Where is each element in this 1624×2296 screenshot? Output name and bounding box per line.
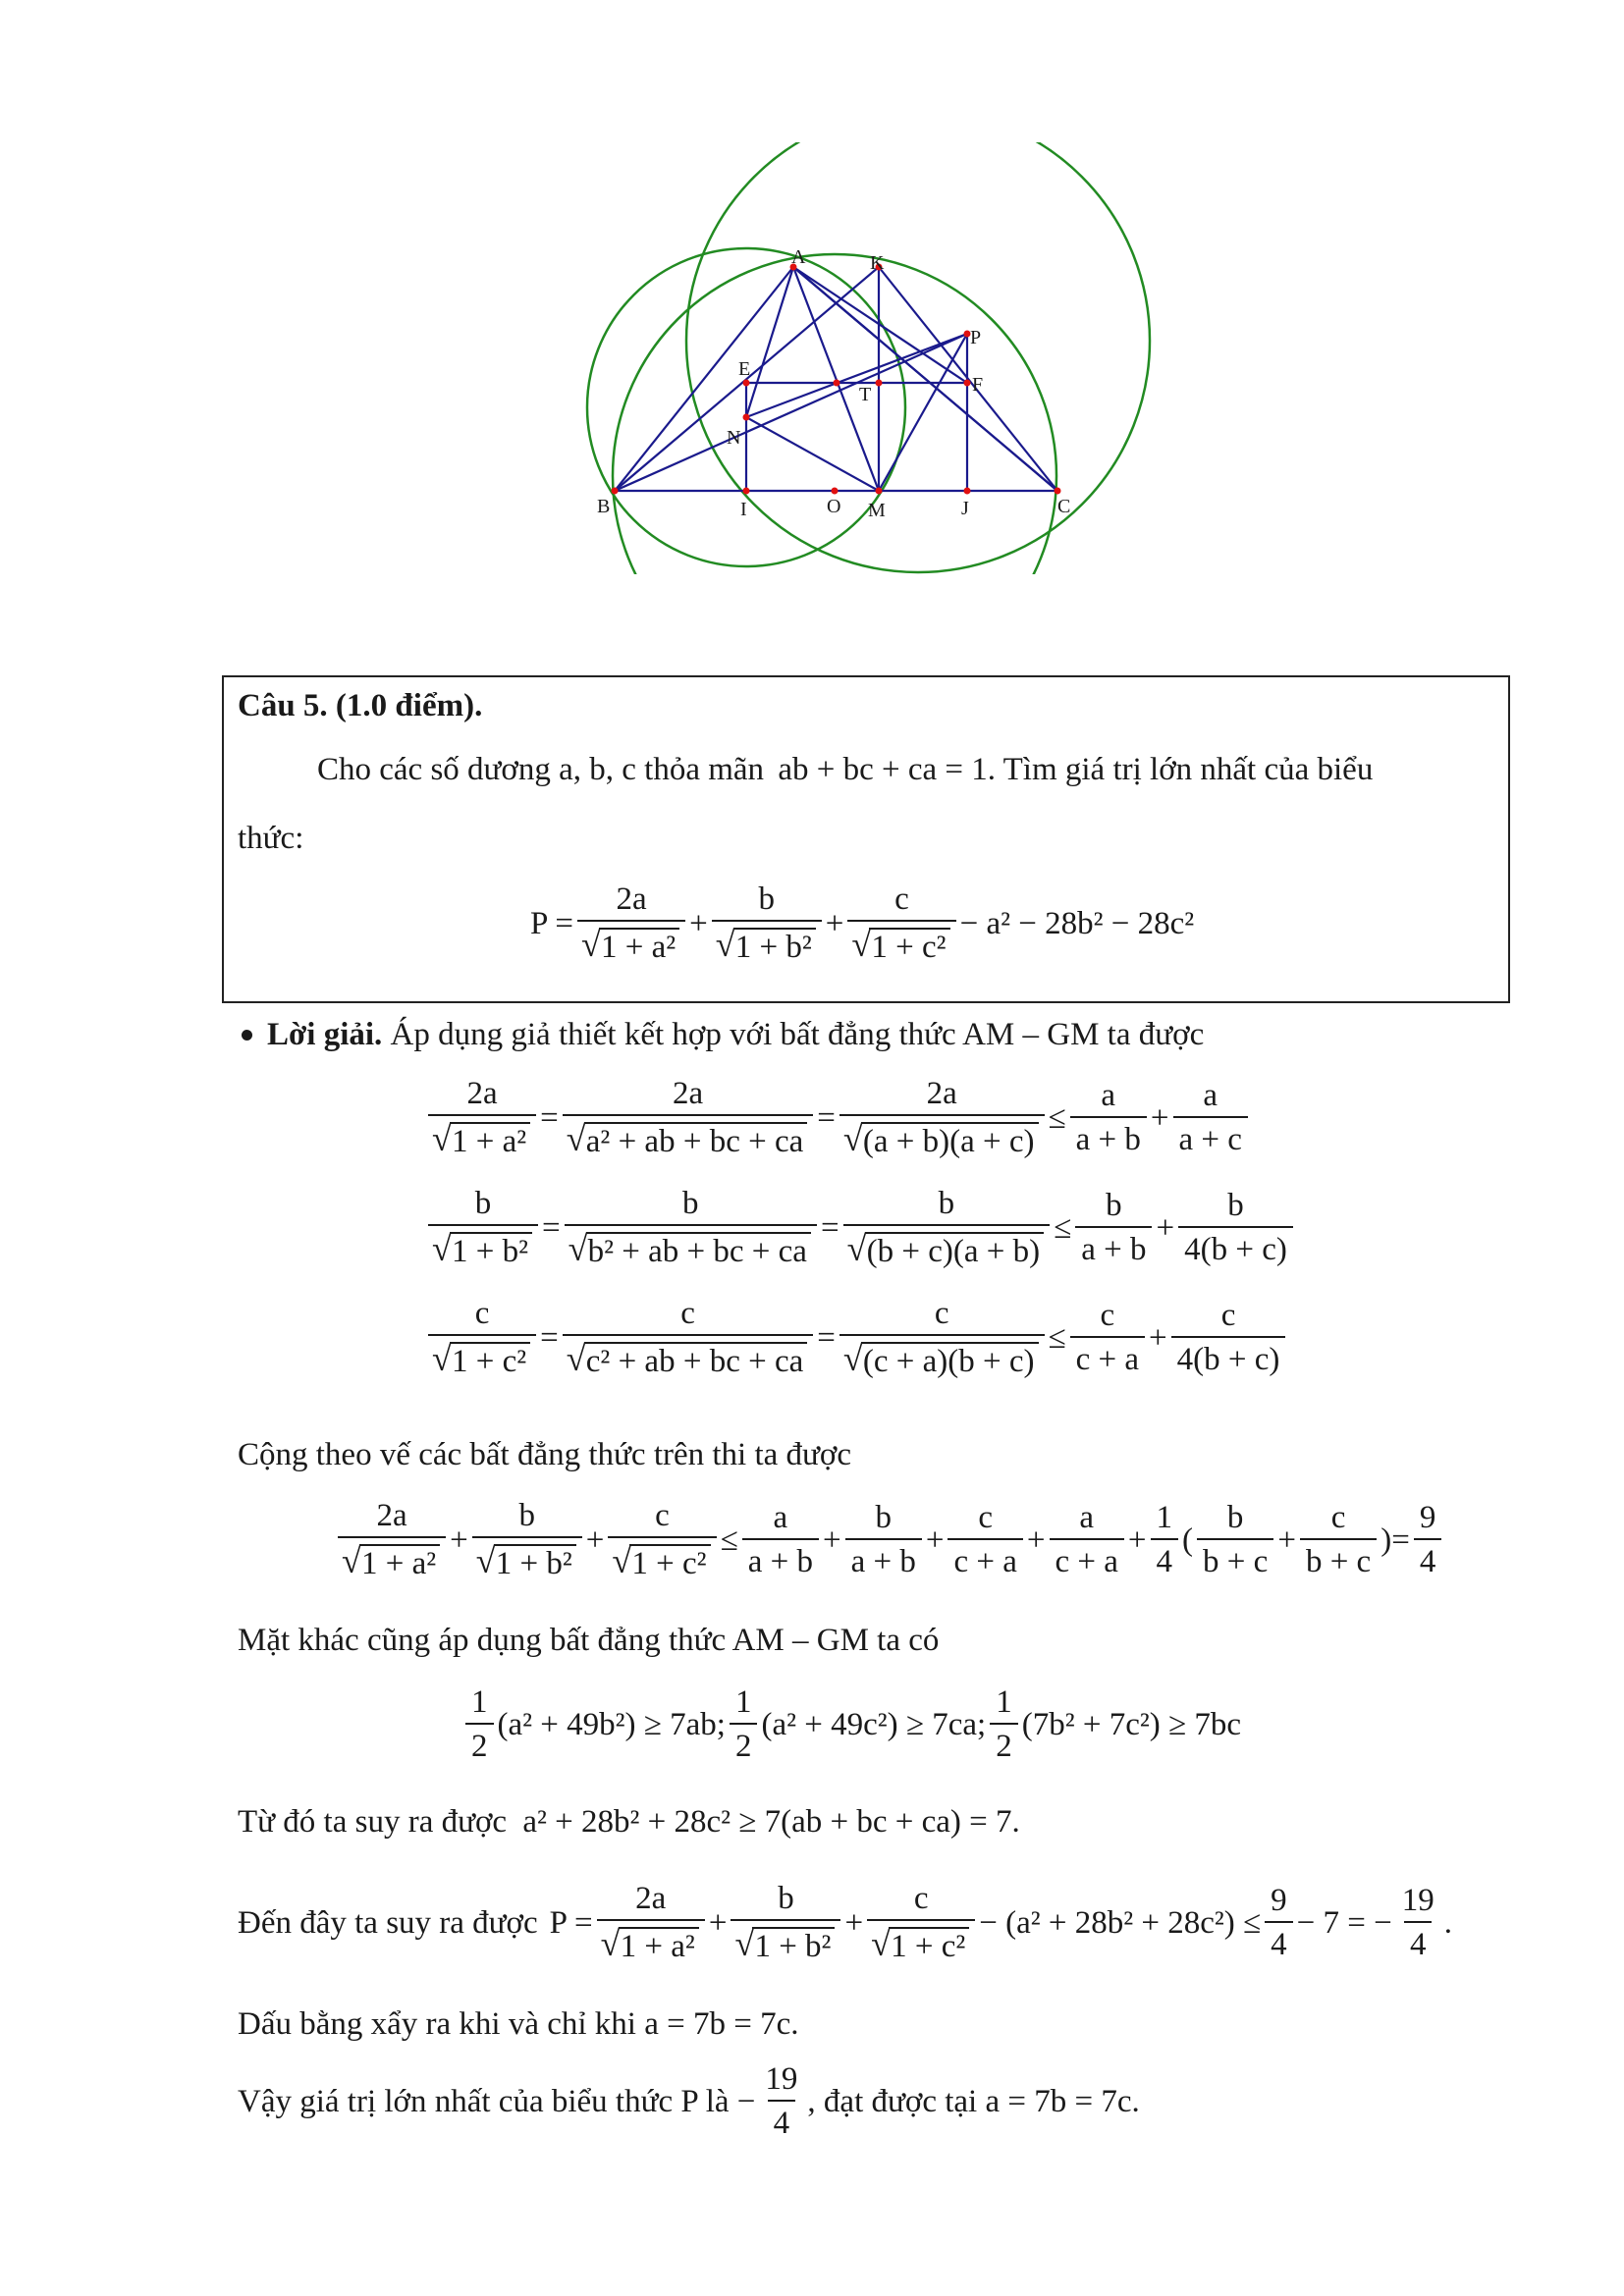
question-heading: Câu 5. (1.0 điểm). (238, 688, 483, 723)
label-M: M (868, 500, 886, 521)
label-N: N (727, 427, 741, 449)
solution-bullet (242, 1030, 252, 1041)
geometry-figure (579, 142, 1168, 574)
sum-text: Cộng theo vế các bất đẳng thức trên thi ta được (238, 1437, 852, 1472)
sum-inequality: 2a √ 1 + a² + b √ 1 + b² + c √ 1 + c² ≤ $\frac{a}{a + b}$ + $\frac{b}{a + b}$ + $\frac{c}{c + a}$ + $\frac{a}{c + a}$ + $\frac{1}{4}$ ( $\frac{b}{b + c}$ + $\frac{c}{b + c}$ )= $\frac{9}{4}$ (334, 1500, 1445, 1580)
amgm-text: Mặt khác cũng áp dụng bất đẳng thức AM – GM ta có (238, 1623, 940, 1658)
label-C: C (1057, 496, 1071, 517)
question-formula: P = 2a √ 1 + a² + b √ 1 + b² + c √ 1 + c² − a² − 28b² − 28c² (530, 883, 1194, 964)
label-J: J (961, 498, 969, 519)
circle-large-right (686, 142, 1150, 572)
derive-line: Từ đó ta suy ra được a² + 28b² + 28c² ≥ 7(ab + bc + ca) = 7. (238, 1804, 1020, 1840)
label-O: O (827, 496, 841, 517)
question-task-cont: thức: (238, 821, 304, 856)
solution-line-1: 2a √ 1 + a² = 2a √ a² + ab + bc + ca = 2a √ (a + b)(a + c) ≤ $\frac{a}{a + b}$ + $\frac{a}{a + c}$ (424, 1078, 1252, 1158)
label-F: F (972, 374, 984, 396)
equality-line: Dấu bằng xẩy ra khi và chỉ khi a = 7b = 7c. (238, 2006, 799, 2042)
label-B: B (597, 496, 611, 517)
solution-line-3: c √ 1 + c² = c √ c² + ab + bc + ca = c √ (c + a)(b + c) ≤ $\frac{c}{c + a}$ + $\frac{c}{4(b + c)}$ (424, 1298, 1289, 1378)
label-P: P (970, 327, 982, 348)
label-E: E (738, 358, 751, 380)
label-I: I (740, 499, 747, 520)
conclusion-line: Vậy giá trị lớn nhất của biểu thức P là − $\frac{19}{4}$ , đạt được tại a = 7b = 7c. (238, 2061, 1140, 2141)
solution-line-2: b √ 1 + b² = b √ b² + ab + bc + ca = b √ (b + c)(a + b) ≤ $\frac{b}{a + b}$ + $\frac{b}{4(b + c)}$ (424, 1188, 1297, 1268)
final-line: Đến đây ta suy ra được P = 2a √ 1 + a² + b √ 1 + b² + c √ 1 + c² − (a² + 28b² + 28c²) ≤ $\frac{9}{4}$ − 7 = − $\frac{19}{4}$ . (238, 1883, 1452, 1963)
question-condition: ab + bc + ca = 1 (778, 752, 988, 787)
label-A: A (791, 246, 806, 268)
label-T: T (859, 384, 872, 405)
question-intro: Cho các số dương a, b, c thỏa mãn ab + bc + ca = 1. Tìm giá trị lớn nhất của biểu (317, 752, 1374, 787)
solution-intro: Lời giải. Áp dụng giả thiết kết hợp với bất đẳng thức AM – GM ta được (267, 1017, 1205, 1052)
label-K: K (870, 252, 885, 274)
amgm-inequality: $\frac{1}{2}$ (a² + 49b²) ≥ 7ab; $\frac{1}{2}$ (a² + 49c²) ≥ 7ca; $\frac{1}{2}$ (7b² + 7c²) ≥ 7bc (461, 1686, 1241, 1763)
